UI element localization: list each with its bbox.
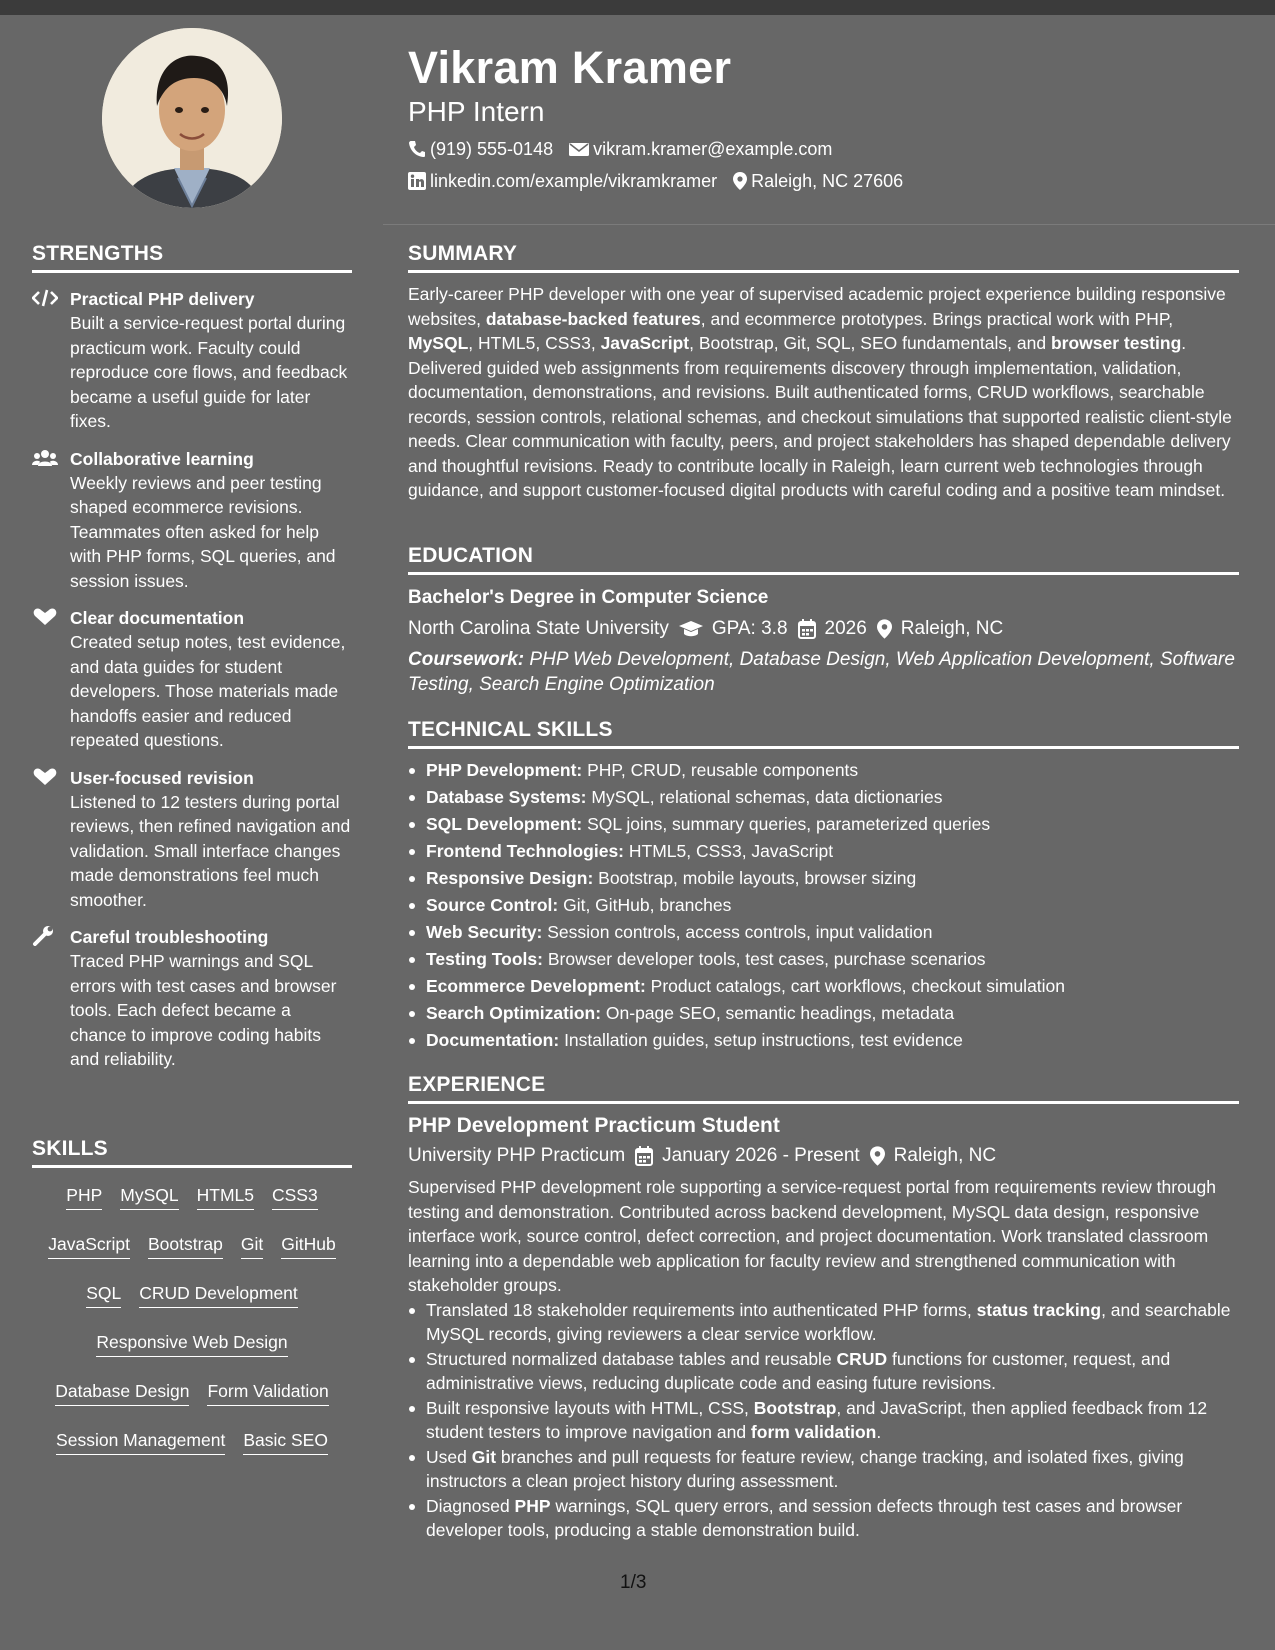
experience-section bbox=[408, 1073, 1239, 1543]
job-location: Raleigh, NC bbox=[893, 1145, 997, 1166]
header-divider bbox=[383, 224, 1275, 225]
emphasis-text: PHP bbox=[514, 1495, 551, 1516]
graduation-cap-icon bbox=[679, 620, 703, 638]
text-run: Diagnosed bbox=[426, 1495, 515, 1516]
technical-skill-item: Frontend Technologies: HTML5, CSS3, JavaScript bbox=[408, 838, 1239, 865]
job-title: PHP Development Practicum Student bbox=[408, 1114, 780, 1137]
job-description: Supervised PHP development role supporting a service-request portal from requirements review through testing and demonstration. Contributed across backend development, MySQL data design, responsive interface work, source control, defect correction, and project documentation. Work translated classroom learning into a dependable web application for faculty review and strengthened communication with stakeholder groups. bbox=[408, 1177, 1216, 1295]
coursework bbox=[408, 648, 1239, 697]
strength-item bbox=[32, 287, 352, 434]
skills-title: SKILLS bbox=[32, 1137, 352, 1168]
resume-header bbox=[408, 40, 1238, 201]
skill-tag: GitHub bbox=[281, 1227, 335, 1259]
candidate-name: Vikram Kramer bbox=[408, 42, 732, 93]
strength-desc: Weekly reviews and peer testing shaped ecommerce revisions. Teammates often asked for help with PHP forms, SQL queries, and session issues. bbox=[70, 472, 336, 591]
job-bullet bbox=[408, 1396, 1239, 1445]
text-run: , and JavaScript, then applied feedback from 12 student testers to improve navigation and bbox=[426, 1397, 1208, 1442]
skills-section bbox=[32, 1137, 352, 1472]
skill-tag: Responsive Web Design bbox=[96, 1325, 287, 1357]
text-run: Used bbox=[426, 1446, 472, 1467]
emphasis-text: JavaScript bbox=[600, 333, 690, 353]
text-run: Early-career PHP developer with one year of supervised academic project experience building responsive websites, bbox=[408, 284, 1226, 329]
text-run: Built responsive layouts with HTML, CSS, bbox=[426, 1397, 754, 1418]
technical-skill-item: Documentation: Installation guides, setup instructions, test evidence bbox=[408, 1027, 1239, 1054]
school-name: North Carolina State University bbox=[408, 618, 669, 639]
skill-tag: JavaScript bbox=[48, 1227, 130, 1259]
text-run: Structured normalized database tables and reusable bbox=[426, 1348, 837, 1369]
phone-icon bbox=[408, 140, 426, 158]
emphasis-text: MySQL bbox=[408, 333, 469, 353]
envelope-icon bbox=[569, 141, 589, 157]
technical-skill-item: PHP Development: PHP, CRUD, reusable components bbox=[408, 757, 1239, 784]
emphasis-text: form validation bbox=[750, 1422, 877, 1442]
email-contact[interactable] bbox=[569, 137, 832, 161]
linkedin-text: linkedin.com/example/vikramkramer bbox=[430, 171, 718, 191]
skill-tag: MySQL bbox=[120, 1178, 178, 1210]
job-bullet bbox=[408, 1298, 1239, 1347]
job-bullets bbox=[408, 1298, 1239, 1543]
page-number: 1/3 bbox=[620, 1572, 647, 1593]
candidate-role: PHP Intern bbox=[408, 96, 545, 127]
education-title: EDUCATION bbox=[408, 544, 1239, 575]
technical-skill-item: Search Optimization: On-page SEO, semantic headings, metadata bbox=[408, 1000, 1239, 1027]
emphasis-text: Bootstrap bbox=[753, 1397, 837, 1418]
skill-tag: Basic SEO bbox=[243, 1423, 328, 1455]
strength-item bbox=[32, 766, 352, 913]
skill-tag: Form Validation bbox=[207, 1374, 328, 1406]
linkedin-contact[interactable] bbox=[408, 169, 717, 193]
skill-tag: Database Design bbox=[55, 1374, 189, 1406]
strengths-section bbox=[32, 242, 352, 1085]
emphasis-text: CRUD bbox=[836, 1348, 888, 1369]
education-meta bbox=[408, 616, 1239, 642]
strength-title: Careful troubleshooting bbox=[70, 927, 269, 947]
text-run: . bbox=[876, 1422, 882, 1442]
map-pin-icon bbox=[877, 619, 892, 639]
skill-tag: Session Management bbox=[56, 1423, 225, 1455]
technical-skill-item: SQL Development: SQL joins, summary queries, parameterized queries bbox=[408, 811, 1239, 838]
map-pin-icon bbox=[870, 1146, 885, 1166]
text-run: , and ecommerce prototypes. Brings practical work with PHP, bbox=[700, 308, 1174, 329]
emphasis-text: status tracking bbox=[976, 1299, 1102, 1320]
technical-skills-section bbox=[408, 718, 1239, 1054]
skill-tag: Git bbox=[241, 1227, 263, 1259]
text-run: , Bootstrap, Git, SQL, SEO fundamentals, and bbox=[689, 333, 1051, 353]
job-bullet bbox=[408, 1347, 1239, 1396]
email-text: vikram.kramer@example.com bbox=[593, 139, 833, 159]
users-icon bbox=[32, 448, 58, 468]
text-run: branches and pull requests for feature review, change tracking, and isolated fixes, giving instructors a clean project history during assessment. bbox=[426, 1446, 1184, 1491]
text-run: . Delivered guided web assignments from requirements discovery through implementation, validation, documentation, demonstrations, and revisions. Built authenticated forms, CRUD workflows, searchable records, session controls, relational schemas, and checkout simulations that supported realistic client-style needs. Clear communication with faculty, peers, and project stakeholders has shaped dependable delivery and thoughtful revisions. Ready to contribute locally in Raleigh, learn current web technologies through guidance, and support customer-focused digital products with careful coding and a positive team mindset. bbox=[408, 333, 1232, 500]
technical-skill-item: Testing Tools: Browser developer tools, test cases, purchase scenarios bbox=[408, 946, 1239, 973]
location-text: Raleigh, NC 27606 bbox=[751, 171, 904, 191]
code-icon bbox=[32, 288, 58, 308]
strength-title: Clear documentation bbox=[70, 608, 245, 628]
strengths-title: STRENGTHS bbox=[32, 242, 352, 273]
education-section bbox=[408, 544, 1239, 697]
contact-info bbox=[408, 137, 1238, 201]
text-run: warnings, SQL query errors, and session defects through test cases and browser developer tools, producing a stable demonstration build. bbox=[426, 1495, 1183, 1540]
skill-tag: PHP bbox=[66, 1178, 102, 1210]
text-run: , HTML5, CSS3, bbox=[468, 333, 601, 353]
strength-item bbox=[32, 925, 352, 1072]
technical-skill-item: Database Systems: MySQL, relational schemas, data dictionaries bbox=[408, 784, 1239, 811]
text-run: , and searchable MySQL records, giving reviewers a clear service workflow. bbox=[426, 1299, 1231, 1344]
coursework-list: PHP Web Development, Database Design, Web Application Development, Software Testing, Search Engine Optimization bbox=[408, 649, 1235, 695]
graduation-year: 2026 bbox=[824, 618, 867, 639]
calendar-icon bbox=[798, 619, 816, 639]
technical-skill-item: Web Security: Session controls, access controls, input validation bbox=[408, 919, 1239, 946]
linkedin-icon bbox=[408, 172, 426, 190]
top-bar bbox=[0, 0, 1275, 15]
calendar-icon bbox=[635, 1146, 653, 1166]
emphasis-text: browser testing bbox=[1050, 333, 1182, 353]
summary-title: SUMMARY bbox=[408, 242, 1239, 273]
emphasis-text: Git bbox=[471, 1446, 497, 1467]
strength-title: Collaborative learning bbox=[70, 448, 254, 469]
strength-item bbox=[32, 606, 352, 753]
job-bullet bbox=[408, 1445, 1239, 1494]
strength-desc: Created setup notes, test evidence, and data guides for student developers. Those materials made handoffs easier and reduced repeated questions. bbox=[70, 632, 346, 750]
strength-desc: Traced PHP warnings and SQL errors with test cases and browser tools. Each defect became a chance to improve coding habits and reliability. bbox=[70, 951, 337, 1069]
wrench-icon bbox=[32, 926, 58, 946]
summary-section bbox=[408, 242, 1239, 503]
strength-desc: Listened to 12 testers during portal reviews, then refined navigation and validation. Small interface changes made demonstrations feel much smoother. bbox=[70, 791, 351, 910]
skill-tag: HTML5 bbox=[197, 1178, 254, 1210]
map-pin-icon bbox=[733, 172, 747, 190]
skill-tag: SQL bbox=[86, 1276, 121, 1308]
heart-icon bbox=[32, 767, 58, 787]
job-meta bbox=[408, 1143, 1239, 1169]
profile-photo bbox=[102, 28, 282, 208]
coursework-label: Coursework: bbox=[408, 649, 525, 670]
strength-item bbox=[32, 447, 352, 594]
technical-skill-item: Ecommerce Development: Product catalogs, cart workflows, checkout simulation bbox=[408, 973, 1239, 1000]
technical-skills-title: TECHNICAL SKILLS bbox=[408, 718, 1239, 749]
skill-tag: CRUD Development bbox=[139, 1276, 298, 1308]
degree-name: Bachelor's Degree in Computer Science bbox=[408, 587, 769, 608]
phone-text: (919) 555-0148 bbox=[430, 139, 554, 159]
technical-skill-item: Source Control: Git, GitHub, branches bbox=[408, 892, 1239, 919]
emphasis-text: database-backed features bbox=[485, 308, 701, 329]
heart-icon bbox=[32, 607, 58, 627]
strength-title: Practical PHP delivery bbox=[70, 289, 255, 309]
experience-title: EXPERIENCE bbox=[408, 1073, 1239, 1104]
text-run: functions for customer, request, and administrative views, reducing duplicate code and easing future revisions. bbox=[426, 1348, 1171, 1393]
job-dates: January 2026 - Present bbox=[662, 1145, 860, 1166]
phone-contact[interactable] bbox=[408, 137, 553, 161]
organization-name: University PHP Practicum bbox=[408, 1145, 626, 1166]
skill-tag: Bootstrap bbox=[148, 1227, 223, 1259]
job-bullet bbox=[408, 1494, 1239, 1543]
skill-tags bbox=[32, 1178, 352, 1472]
education-location: Raleigh, NC bbox=[900, 618, 1004, 639]
technical-skill-item: Responsive Design: Bootstrap, mobile layouts, browser sizing bbox=[408, 865, 1239, 892]
location-contact bbox=[733, 169, 903, 193]
skill-tag: CSS3 bbox=[272, 1178, 318, 1210]
gpa-text: GPA: 3.8 bbox=[711, 618, 788, 639]
strength-desc: Built a service-request portal during practicum work. Faculty could reproduce core flows, and feedback became a useful guide for later fixes. bbox=[70, 313, 348, 431]
technical-skills-list bbox=[408, 757, 1239, 1054]
strength-title: User-focused revision bbox=[70, 767, 254, 788]
text-run: Translated 18 stakeholder requirements into authenticated PHP forms, bbox=[426, 1299, 977, 1320]
summary-text bbox=[408, 282, 1239, 503]
